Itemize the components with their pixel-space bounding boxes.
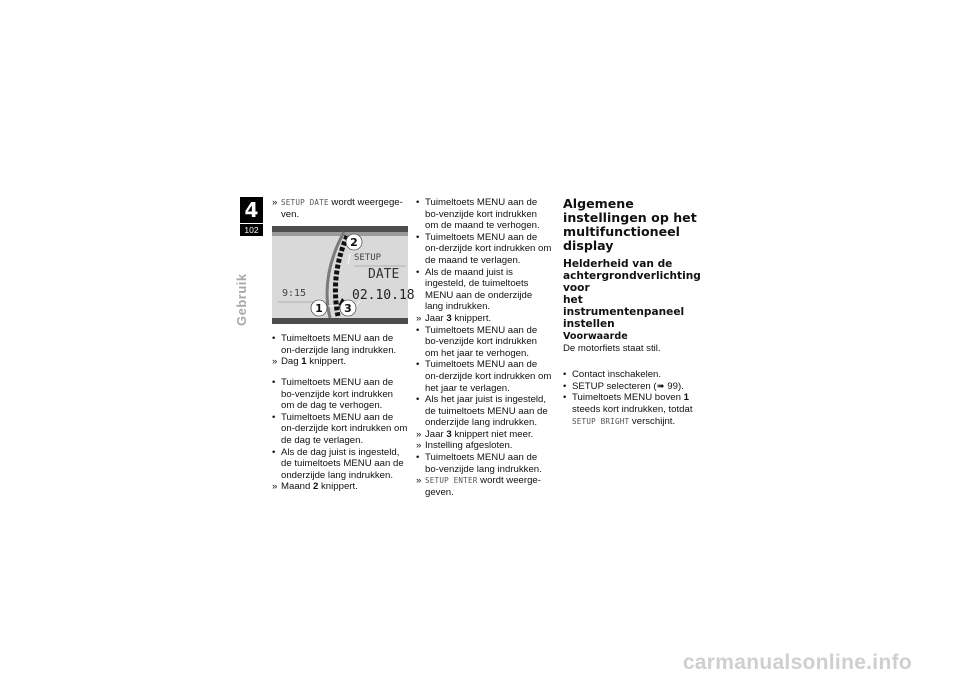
condition-label: Voorwaarde: [563, 331, 628, 342]
result-setting-closed: » Instelling afgesloten.: [416, 440, 513, 452]
step-ignition-on: • Contact inschakelen.: [563, 369, 662, 381]
result-month-flashing: » Maand 2 knippert.: [272, 481, 358, 493]
step-day-confirm: • Als de dag juist is ingesteld, de tuimeltoets MENU aan de onderzijde lang indrukken.: [272, 446, 404, 481]
callout-3: 3: [344, 302, 352, 316]
code-setup-bright: SETUP BRIGHT: [572, 416, 630, 426]
result-setup-date: » SETUP DATE wordt weergege-ven.: [272, 197, 403, 220]
watermark-footer: carmanualsonline.info: [682, 651, 912, 675]
code-setup-enter: SETUP ENTER: [425, 476, 478, 486]
chapter-tab: [240, 197, 263, 236]
step-year-confirm: • Als het jaar juist is ingesteld, de tuimeltoets MENU aan de onderzijde lang indrukken.: [416, 394, 548, 429]
condition-text: De motorfiets staat stil.: [563, 342, 661, 354]
instrument-display-illustration: [272, 226, 415, 324]
step-day-decrease: • Tuimeltoets MENU aan de on-derzijde kort indrukken om de dag te verlagen.: [272, 411, 408, 446]
instrument-display-figure: [272, 226, 415, 324]
lcd-time-text: 9:15: [282, 288, 307, 300]
lcd-value-text: 02.10.18: [352, 288, 415, 304]
result-year-flashing: » Jaar 3 knippert.: [416, 312, 492, 324]
callout-2: 2: [350, 236, 358, 250]
result-day-flashing: » Dag 1 knippert.: [272, 356, 347, 368]
column-1: [272, 197, 415, 493]
section-heading: Algemene instellingen op het multifunctioneel display: [563, 196, 697, 253]
callout-1: 1: [315, 302, 323, 316]
result-setup-enter: » SETUP ENTER wordt weerge-geven.: [416, 475, 541, 498]
subsection-heading: Helderheid van de achtergrondverlichting voor het instrumentenpaneel instellen: [563, 258, 701, 330]
step-day-increase: • Tuimeltoets MENU aan de bo-venzijde kort indrukken om de dag te verhogen.: [272, 376, 394, 412]
step-menu-top-short: • Tuimeltoets MENU boven 1 steeds kort indrukken, totdat SETUP BRIGHT verschijnt.: [563, 392, 693, 427]
step-year-decrease: • Tuimeltoets MENU aan de on-derzijde kort indrukken om het jaar te verlagen.: [416, 359, 552, 394]
column-2: [416, 197, 552, 498]
step-month-increase: • Tuimeltoets MENU aan de bo-venzijde kort indrukken om de maand te verhogen.: [416, 197, 540, 232]
lcd-setup-text: SETUP: [354, 253, 382, 264]
step-month-decrease: • Tuimeltoets MENU aan de on-derzijde kort indrukken om de maand te verlagen.: [416, 231, 552, 266]
step-select-setup: • SETUP selecteren (➠ 99).: [563, 380, 684, 392]
step-year-increase: • Tuimeltoets MENU aan de bo-venzijde kort indrukken om het jaar te verhogen.: [416, 324, 538, 359]
step-menu-top-long: • Tuimeltoets MENU aan de bo-venzijde lang indrukken.: [416, 452, 542, 475]
lcd-date-text: DATE: [368, 267, 400, 283]
chapter-number: 4: [240, 197, 263, 223]
step-menu-long-press: • Tuimeltoets MENU aan de on-derzijde lang indrukken.: [272, 333, 397, 356]
section-label: Gebruik: [234, 273, 249, 326]
page-number: 102: [240, 224, 263, 236]
column-3: [563, 197, 703, 427]
result-year-steady: » Jaar 3 knippert niet meer.: [416, 428, 534, 440]
step-month-confirm: • Als de maand juist is ingesteld, de tuimeltoets MENU aan de onderzijde lang indrukken.: [416, 266, 533, 313]
code-setup-date: SETUP DATE: [281, 198, 329, 207]
